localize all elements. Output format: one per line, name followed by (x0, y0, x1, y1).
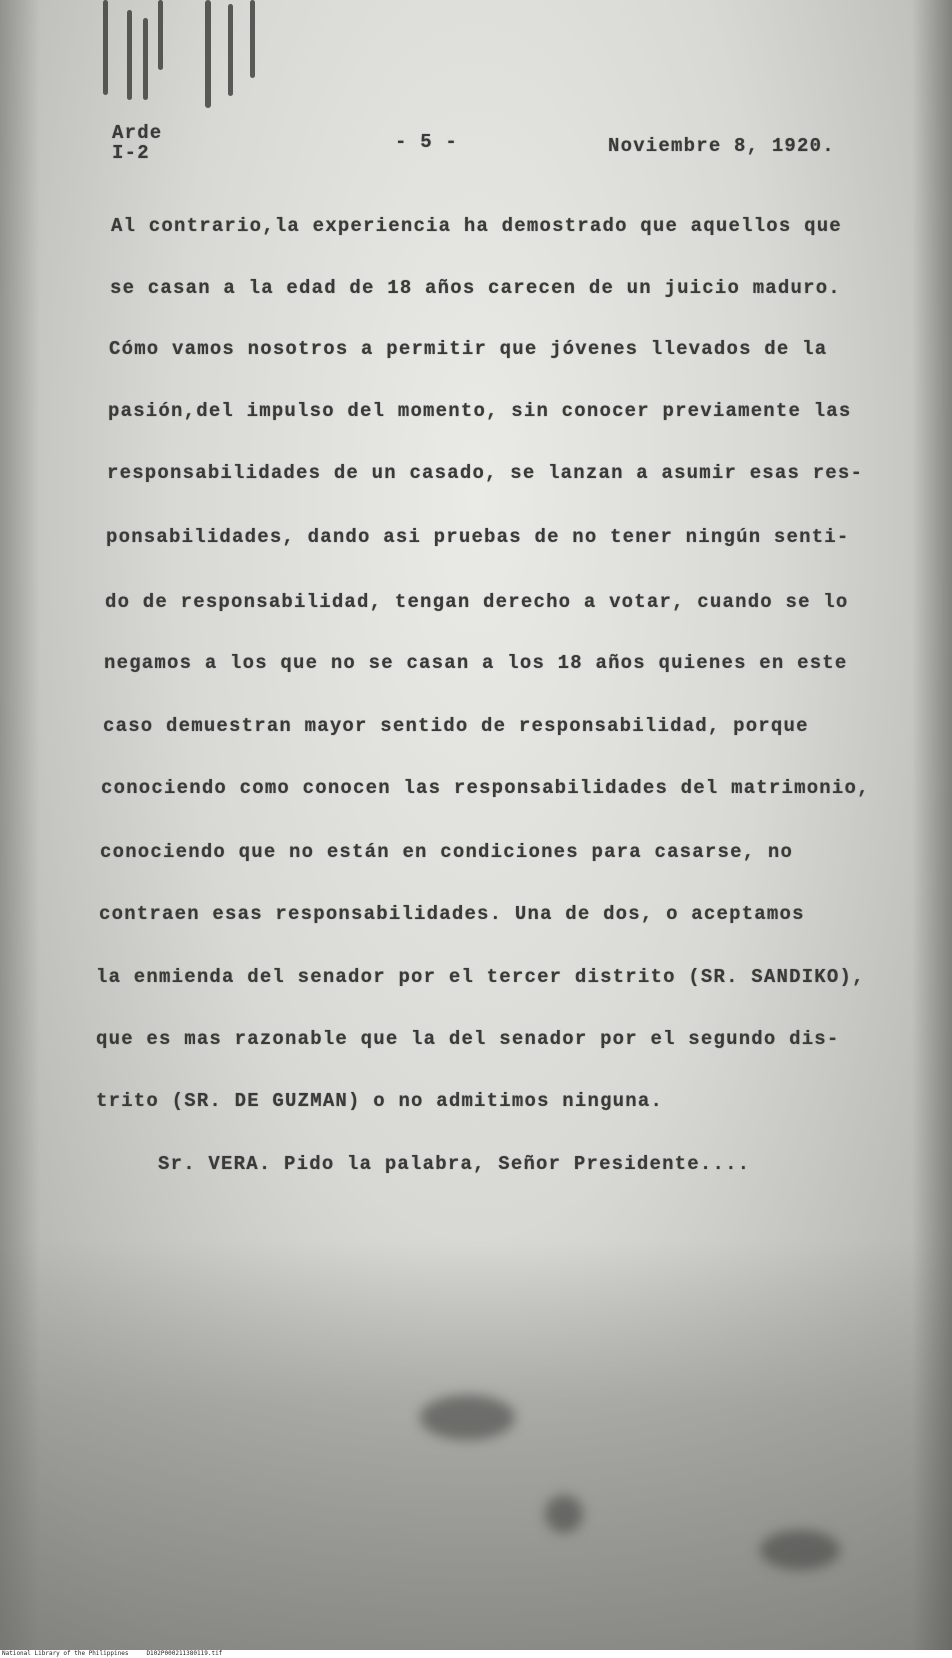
page-edge-shadow-right (912, 0, 952, 1650)
footer-caption (2, 1650, 240, 1658)
ink-streak (205, 0, 211, 108)
ink-streak (103, 0, 108, 95)
ink-streak (228, 4, 233, 96)
body-line: trito (SR. DE GUZMAN) o no admitimos ninguna. (96, 1090, 664, 1112)
footer-institution: National Library of the Philippines (2, 1650, 129, 1657)
document-reference (112, 123, 162, 163)
document-date: Noviembre 8, 1920. (608, 135, 835, 157)
reference-line-1: Arde (112, 122, 163, 144)
reference-line-2: I-2 (112, 142, 150, 164)
body-line: se casan a la edad de 18 años carecen de un juicio maduro. (110, 277, 841, 299)
body-line: conociendo que no están en condiciones para casarse, no (100, 841, 794, 863)
body-line: pasión,del impulso del momento, sin conocer previamente las (108, 400, 852, 422)
speaker-line: Sr. VERA. Pido la palabra, Señor Presidente.... (158, 1153, 751, 1175)
body-line: conociendo como conocen las responsabilidades del matrimonio, (101, 777, 870, 799)
body-line: responsabilidades de un casado, se lanzan a asumir esas res- (107, 462, 864, 484)
body-line: negamos a los que no se casan a los 18 años quienes en este (104, 652, 848, 674)
page-number: - 5 - (395, 131, 459, 153)
body-line: la enmienda del senador por el tercer distrito (SR. SANDIKO), (96, 966, 865, 988)
stain (545, 1495, 583, 1533)
stain (760, 1530, 840, 1570)
footer-file-id: D102P000211380119.tif (146, 1650, 223, 1657)
body-line: Cómo vamos nosotros a permitir que jóvenes llevados de la (109, 338, 828, 360)
stain (420, 1395, 515, 1440)
body-line: do de responsabilidad, tengan derecho a votar, cuando se lo (105, 591, 849, 613)
ink-streak (127, 10, 132, 100)
ink-streak (158, 0, 163, 70)
ink-streak (250, 0, 255, 78)
ink-streak (143, 18, 148, 100)
body-line: ponsabilidades, dando asi pruebas de no tener ningún senti- (106, 526, 850, 548)
body-line: caso demuestran mayor sentido de responsabilidad, porque (103, 715, 809, 737)
body-line: contraen esas responsabilidades. Una de dos, o aceptamos (99, 903, 805, 925)
page-edge-shadow-left (0, 0, 40, 1650)
body-line: Al contrario,la experiencia ha demostrado que aquellos que (111, 215, 842, 237)
body-line: que es mas razonable que la del senador por el segundo dis- (96, 1028, 840, 1050)
